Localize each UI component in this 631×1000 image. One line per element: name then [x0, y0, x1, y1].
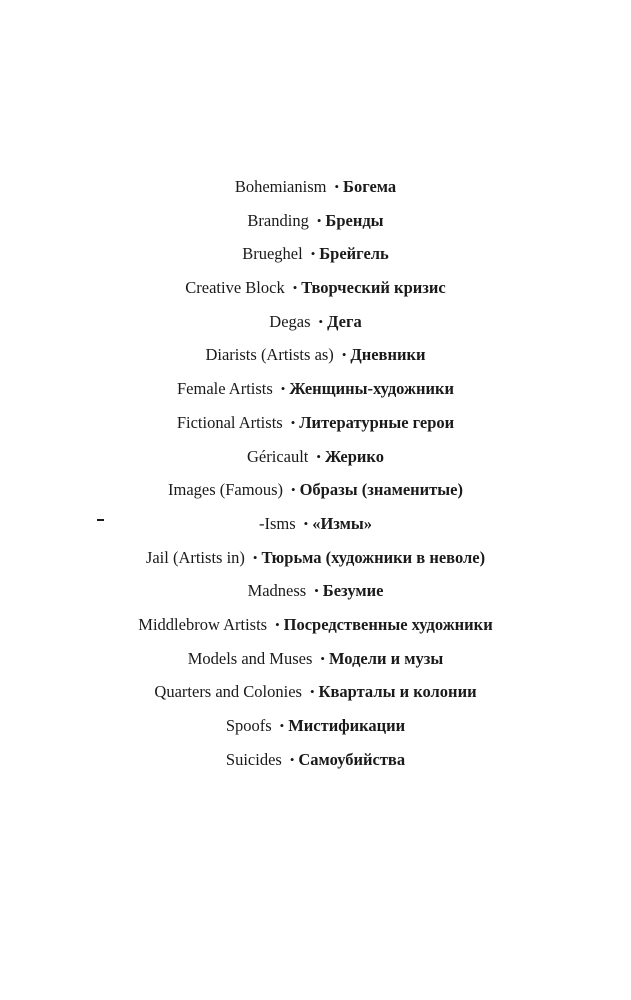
entry-russian: Дневники [350, 345, 426, 365]
entry-russian: «Измы» [312, 513, 373, 533]
bullet-separator: • [280, 381, 286, 397]
bullet-separator: • [279, 718, 285, 733]
bullet-separator: • [320, 650, 325, 666]
entry-item [0, 713, 631, 747]
entry-russian: Модели и музы [328, 648, 444, 668]
entry-english: Degas [269, 311, 311, 331]
bullet-separator: • [314, 583, 319, 599]
entry-russian: Мистификации [288, 716, 406, 735]
entry-item [0, 174, 631, 208]
bullet-separator: • [292, 280, 298, 296]
entry-english: Madness [247, 581, 307, 601]
entry-english: Images (Famous) [167, 480, 284, 500]
entry-english: Diarists (Artists as) [205, 345, 334, 365]
entry-english: Spoofs [225, 716, 272, 735]
entry-russian: Безумие [322, 581, 384, 601]
bullet-separator: • [318, 313, 324, 329]
entry-item [0, 444, 631, 478]
entry-item [0, 545, 631, 579]
entry-russian: Тюрьма (художники в неволе) [261, 547, 486, 567]
entry-russian: Дега [327, 311, 362, 331]
entry-item [0, 578, 631, 612]
entry-russian: Литературные герои [299, 412, 455, 432]
bullet-separator: • [289, 751, 295, 767]
bullet-separator: • [334, 179, 340, 194]
entry-english: Fictional Artists [176, 412, 283, 432]
entry-list [0, 174, 631, 780]
entry-item [0, 612, 631, 646]
entry-english: Models and Muses [187, 648, 313, 668]
entry-english: Creative Block [185, 278, 285, 298]
entry-russian: Жерико [324, 446, 384, 466]
bullet-separator: • [252, 549, 258, 565]
entry-english: Géricault [247, 446, 309, 466]
bullet-separator: • [303, 515, 309, 531]
entry-russian: Женщины-художники [289, 379, 454, 399]
entry-english: Suicides [225, 749, 282, 769]
entry-russian: Бренды [325, 210, 384, 230]
entry-item [0, 275, 631, 309]
entry-item [0, 646, 631, 680]
bullet-separator: • [309, 684, 315, 700]
entry-item [0, 410, 631, 444]
entry-item [0, 747, 631, 781]
entry-english: Middlebrow Artists [138, 614, 268, 634]
entry-russian: Посредственные художники [283, 614, 493, 634]
bullet-separator: • [310, 246, 316, 262]
entry-item [0, 208, 631, 242]
bullet-separator: • [316, 448, 321, 464]
entry-english: -Isms [258, 513, 296, 533]
entry-item [0, 511, 631, 545]
entry-english: Female Artists [177, 379, 273, 399]
entry-russian: Самоубийства [298, 749, 406, 769]
bullet-separator: • [290, 414, 296, 430]
entry-item [0, 309, 631, 343]
entry-russian: Брейгель [319, 244, 389, 264]
entry-english: Quarters and Colonies [154, 682, 302, 702]
bullet-separator: • [291, 482, 296, 498]
entry-english: Brueghel [242, 244, 303, 264]
entry-english: Jail (Artists in) [145, 547, 245, 567]
entry-russian: Творческий кризис [301, 278, 446, 298]
entry-english: Branding [247, 210, 309, 230]
bullet-separator: • [341, 347, 347, 363]
entry-item [0, 376, 631, 410]
bullet-separator: • [316, 212, 322, 228]
entry-russian: Богема [343, 177, 397, 196]
entry-item [0, 477, 631, 511]
entry-english: Bohemianism [234, 177, 327, 196]
entry-russian: Образы (знаменитые) [299, 480, 463, 500]
entry-russian: Кварталы и колонии [318, 682, 477, 702]
entry-item [0, 241, 631, 275]
bullet-separator: • [275, 616, 280, 632]
entry-item [0, 342, 631, 376]
entry-item [0, 679, 631, 713]
